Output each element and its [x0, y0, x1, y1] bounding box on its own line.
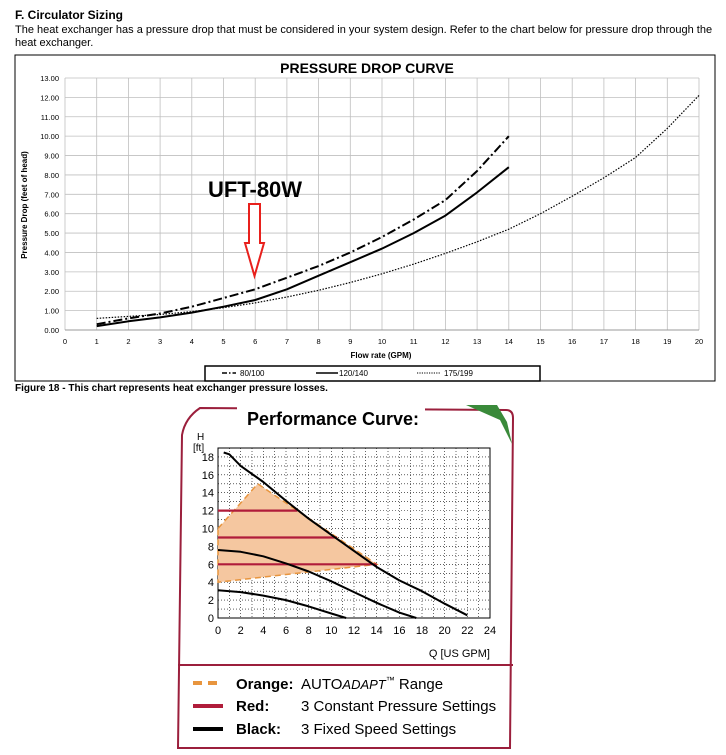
y-tick-label: 11.00: [40, 112, 59, 122]
x-tick-label: 9: [348, 337, 353, 346]
figure-caption: Figure 18 - This chart represents heat exchanger pressure losses.: [15, 383, 328, 394]
legend-red-key: Red:: [236, 698, 270, 715]
x-tick-label: 22: [461, 625, 474, 637]
legend-black-key: Black:: [236, 721, 282, 738]
x-tick-label: 6: [253, 337, 258, 346]
legend-red-value: 3 Constant Pressure Settings: [301, 698, 497, 715]
y-tick-label: 10: [201, 523, 214, 536]
x-tick-label: 4: [189, 337, 194, 346]
y-tick-label: 6.00: [44, 209, 59, 219]
x-tick-label: 5: [221, 337, 226, 346]
x-tick-label: 10: [377, 337, 387, 346]
legend-label-80-100: 80/100: [240, 369, 265, 378]
y-tick-label: 7.00: [44, 190, 59, 200]
x-axis-ticks: [63, 337, 703, 346]
x-tick-label: 7: [284, 337, 289, 346]
model-annotation: UFT-80W: [207, 177, 303, 202]
chart-frame: [15, 55, 715, 381]
x-tick-label: 14: [370, 625, 383, 637]
head-axis-label-line2: [ft]: [193, 443, 205, 454]
x-tick-label: 20: [694, 337, 704, 346]
x-tick-label: 16: [568, 337, 577, 346]
y-tick-label: 3.00: [44, 267, 59, 277]
y-tick-label: 12: [201, 505, 214, 518]
y-axis-label: Pressure Drop (feet of head): [20, 151, 29, 259]
chart-legend: [205, 366, 540, 381]
y-tick-label: 9.00: [44, 151, 59, 161]
y-tick-label: 0.00: [44, 326, 59, 335]
legend-label-175-199: 175/199: [444, 369, 473, 378]
section-heading: F. Circulator Sizing: [15, 8, 124, 22]
x-tick-label: 16: [393, 625, 406, 637]
x-tick-label: 8: [316, 337, 321, 346]
chart-gridlines: [65, 78, 699, 330]
head-axis-label-line1: H: [197, 432, 205, 443]
y-tick-label: 13.00: [40, 74, 59, 83]
chart-title: PRESSURE DROP CURVE: [280, 60, 454, 76]
x-tick-label: 2: [237, 625, 244, 637]
x-tick-label: 14: [504, 337, 513, 346]
legend-orange-key: Orange:: [236, 676, 294, 693]
y-tick-label: 2: [207, 595, 214, 608]
y-tick-label: 5.00: [44, 229, 59, 239]
x-tick-label: 19: [663, 337, 672, 346]
x-tick-label: 3: [158, 337, 163, 346]
x-tick-label: 10: [325, 625, 338, 637]
x-tick-label: 6: [282, 625, 290, 637]
y-tick-label: 4: [207, 577, 214, 590]
x-tick-label: 1: [94, 337, 99, 346]
x-tick-label: 12: [441, 337, 450, 346]
x-tick-label: 12: [347, 625, 361, 637]
y-tick-label: 2.00: [44, 287, 59, 297]
y-tick-label: 14: [201, 487, 214, 500]
x-tick-label: 20: [438, 625, 451, 637]
legend-black-value: 3 Fixed Speed Settings: [301, 721, 457, 738]
y-tick-label: 8: [207, 541, 214, 554]
x-tick-label: 17: [599, 337, 609, 346]
y-tick-label: 18: [201, 451, 214, 464]
x-tick-label: 0: [214, 625, 222, 637]
intro-text: The heat exchanger has a pressure drop that must be considered in your system design. Refer to the chart below for pressure drop through the heat exchanger.: [15, 24, 713, 49]
x-tick-label: 13: [472, 337, 482, 346]
flow-axis-label: Q [US GPM]: [428, 648, 490, 660]
y-tick-label: 12.00: [40, 93, 59, 103]
x-tick-label: 2: [126, 337, 131, 346]
legend-orange-value: AUTOADAPT™ Range: [301, 675, 444, 693]
x-tick-label: 18: [415, 625, 429, 637]
performance-title: Performance Curve:: [246, 409, 420, 429]
pressure-drop-chart: [15, 55, 715, 381]
x-axis-label: Flow rate (GPM): [350, 351, 412, 360]
x-tick-label: 18: [631, 337, 640, 346]
x-tick-label: 4: [260, 625, 267, 637]
y-tick-label: 10.00: [40, 132, 59, 142]
x-tick-label: 15: [536, 337, 545, 346]
x-tick-label: 8: [305, 625, 312, 637]
x-tick-label: 11: [409, 337, 418, 346]
y-tick-label: 0: [207, 613, 214, 625]
y-tick-label: 6: [207, 559, 214, 572]
performance-curve-panel: [178, 405, 513, 748]
y-tick-label: 8.00: [44, 170, 59, 180]
x-tick-label: 24: [483, 625, 497, 637]
y-tick-label: 4.00: [44, 248, 59, 258]
legend-label-120-140: 120/140: [339, 369, 368, 378]
x-tick-label: 0: [62, 337, 68, 346]
y-tick-label: 1.00: [44, 306, 59, 316]
y-tick-label: 16: [201, 469, 214, 482]
